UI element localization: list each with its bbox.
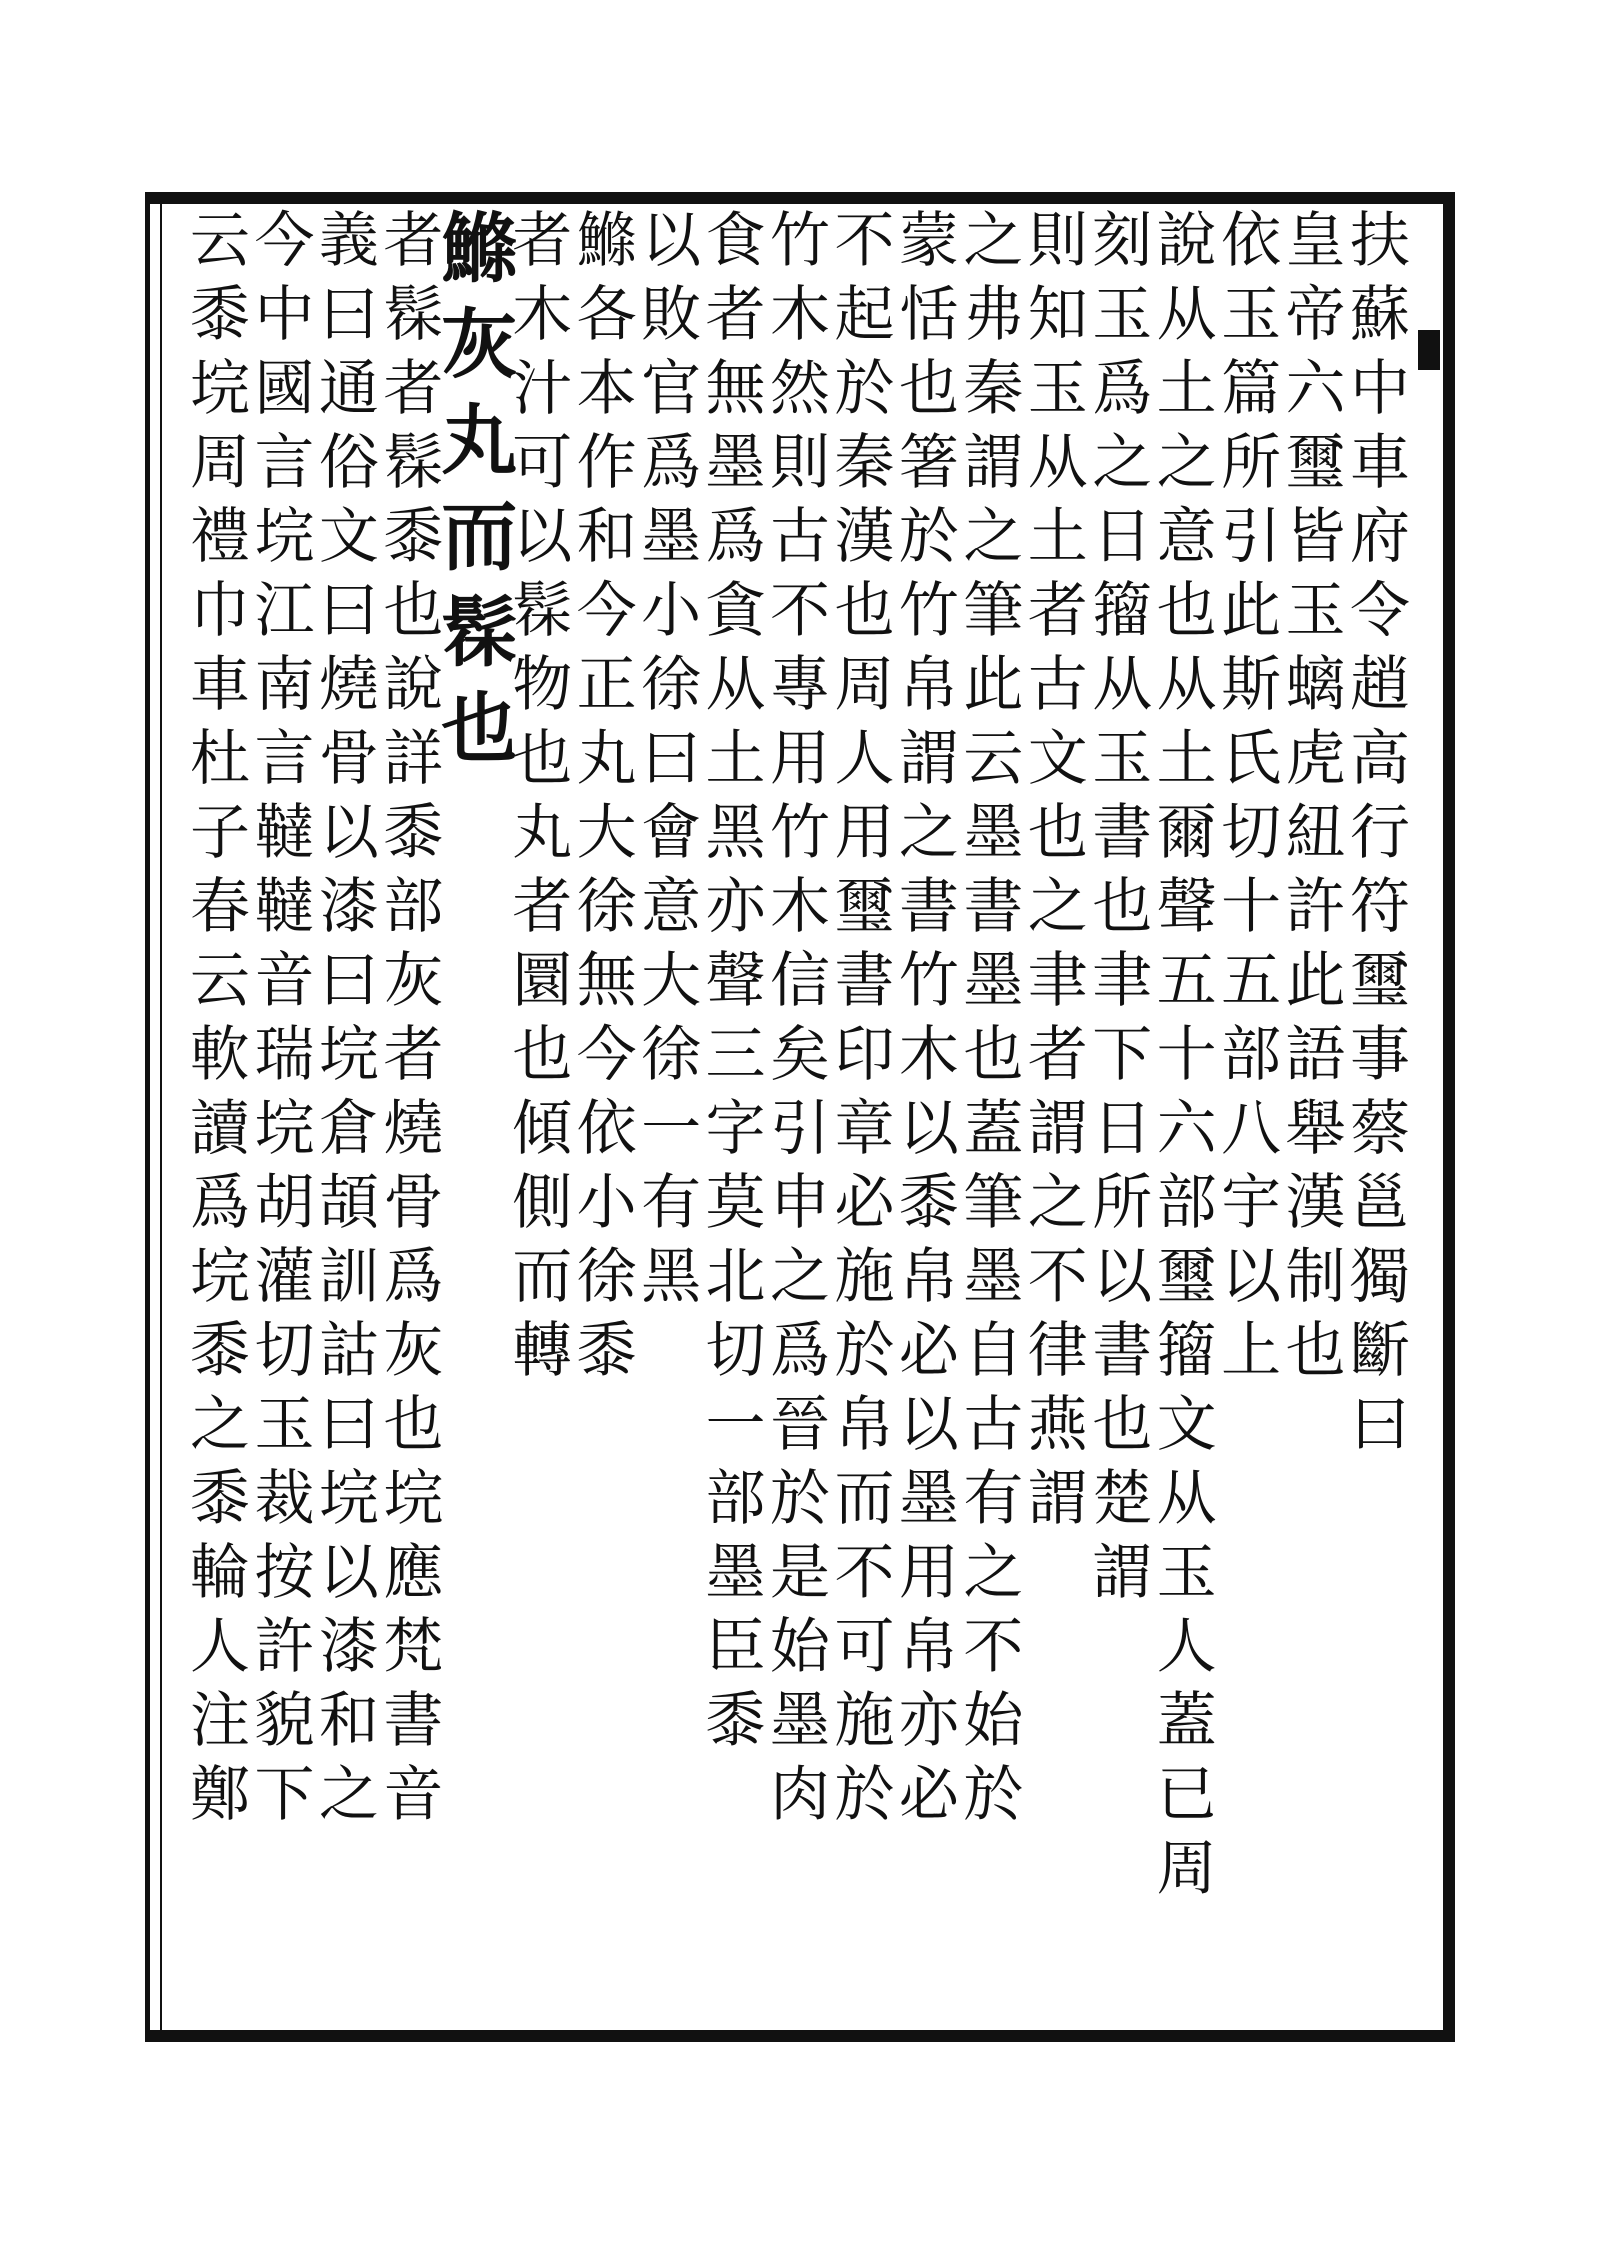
text-column-12 xyxy=(632,208,700,2028)
text-column-16 xyxy=(374,208,442,2028)
column-text: 刻玉爲之日籀从玉書也聿下日所以書也楚謂 xyxy=(1082,208,1153,1614)
text-column-10 xyxy=(761,208,829,2028)
column-text: 扶蘇中車府令趙高行符璽事蔡邕獨斷曰 xyxy=(1340,208,1410,1466)
text-column-5 xyxy=(1083,208,1151,2028)
column-text: 者木汁可以髹物也丸者圜也傾側而轉 xyxy=(502,208,573,1392)
text-column-11 xyxy=(697,208,765,2028)
text-column-3 xyxy=(1212,208,1280,2028)
fold-mark xyxy=(1418,330,1440,370)
text-column-15 xyxy=(428,208,518,2028)
column-text: 則知玉从土者古文也之聿者謂之不律燕謂 xyxy=(1017,208,1088,1540)
text-column-6 xyxy=(1019,208,1087,2028)
column-text: 者髹者髹黍也說詳黍部灰者燒骨爲灰也垸應梵書音 xyxy=(373,208,444,1836)
column-text: 說从土之意也从土爾聲五十六部璽籀文从玉人蓋已周 xyxy=(1146,208,1217,1910)
column-text: 依玉篇所引此斯氏切十五部八宇以上 xyxy=(1211,208,1282,1392)
text-column-9 xyxy=(825,208,893,2028)
column-text: 今中國言垸江南言韃韃音瑞垸胡灌切玉裁按許貌下 xyxy=(244,208,315,1836)
text-column-18 xyxy=(245,208,313,2028)
text-column-19 xyxy=(181,208,249,2028)
text-column-8 xyxy=(890,208,958,2028)
text-column-7 xyxy=(954,208,1022,2028)
column-text: 竹木然則古不專用竹木信矣引申之爲晉於是始墨肉 xyxy=(760,208,830,1836)
text-column-13 xyxy=(568,208,636,2028)
column-text: 云黍垸周禮巾車杜子春云軟讀爲垸黍之黍輪人注鄭 xyxy=(180,208,250,1836)
column-text: 食者無墨爲貪从土黑亦聲三字莫北切一部墨臣黍 xyxy=(695,208,766,1762)
text-column-17 xyxy=(310,208,378,2028)
inner-border-line xyxy=(160,204,162,2030)
text-column-1 xyxy=(1341,208,1409,2028)
column-text: 鰷各本作和今正丸大徐無今依小徐黍 xyxy=(566,208,637,1392)
column-text: 蒙恬也箸於竹帛謂之書竹木以黍帛必以墨用帛亦必 xyxy=(888,208,959,1836)
column-text: 皇帝六璽皆玉螭虎紐許此語舉漢制也 xyxy=(1275,208,1346,1392)
column-text: 義曰通俗文曰燒骨以漆曰垸倉頡訓詁曰垸以漆和之 xyxy=(308,208,379,1836)
text-column-4 xyxy=(1148,208,1216,2028)
column-text: 不起於秦漢也周人用璽書印章必施於帛而不可施於 xyxy=(824,208,895,1836)
column-text: 鰷灰丸而髹也 xyxy=(428,208,518,784)
text-column-2 xyxy=(1277,208,1345,2028)
column-text: 以敗官爲墨小徐曰會意大徐一有黑 xyxy=(631,208,702,1318)
column-text: 之弗秦謂之筆此云墨書墨也蓋筆墨自古有之不始於 xyxy=(953,208,1024,1836)
